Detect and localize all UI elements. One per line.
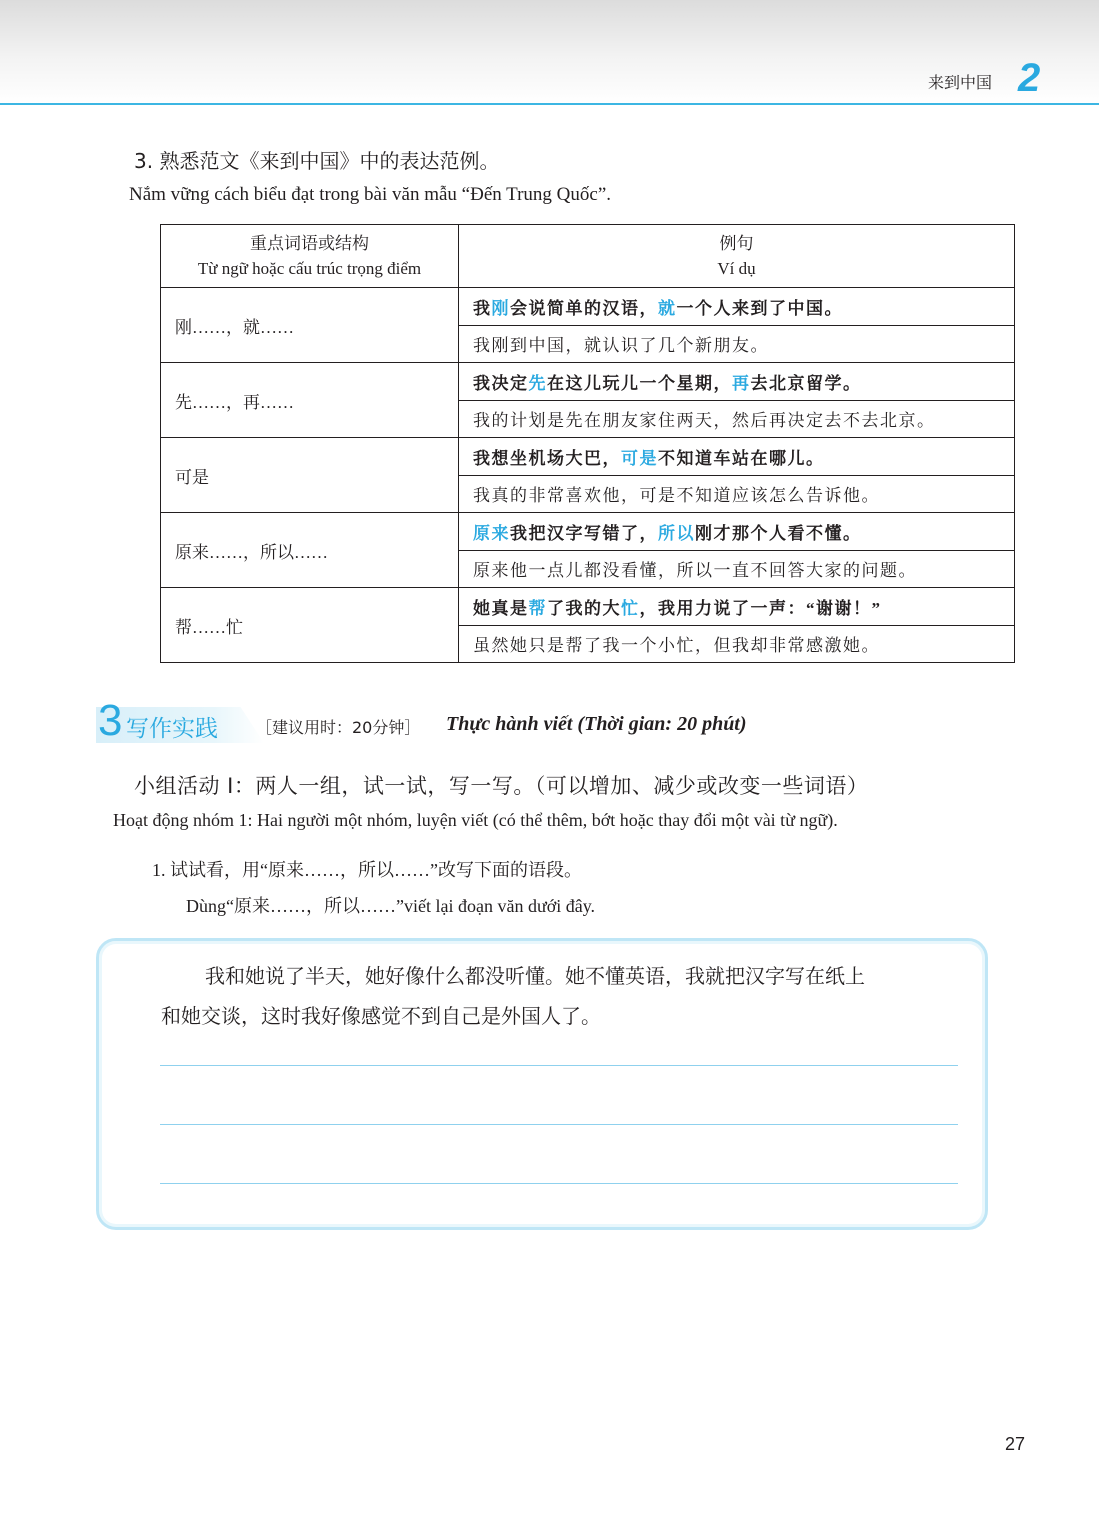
example-sentence-2: 我的计划是先在朋友家住两天，然后再决定去不去北京。 [459,400,1015,438]
section-number: 3 [98,696,123,745]
example-sentence-1 [459,363,1015,401]
highlight-word: 帮 [528,598,547,618]
writing-line-3[interactable] [160,1183,958,1184]
section-subtitle: Nắm vững cách biểu đạt trong bài văn mẫu “Đến Trung Quốc”. [129,184,612,205]
table-body [161,288,1015,663]
sentence-fragment: 我 [473,298,492,318]
header-rule [0,103,1099,105]
passage-line-1: 我和她说了半天，她好像什么都没听懂。她不懂英语，我就把汉字写在纸上 [205,966,865,988]
highlight-word: 再 [732,373,751,393]
header-example-vi: Ví dụ [717,259,756,278]
sentence-fragment: ，我用力说了一声：“谢谢！” [639,598,882,618]
highlight-word: 可是 [621,448,658,468]
highlight-word: 就 [658,298,677,318]
sentence-fragment: 去北京留学。 [750,373,862,393]
table-row [161,288,1015,326]
question-1-vi: Dùng“原来……，所以……”viết lại đoạn văn dưới đây. [186,896,596,916]
sentence-fragment: 会说简单的汉语， [510,298,658,318]
page-number: 27 [1005,1434,1026,1454]
chapter-title: 来到中国 [928,73,993,92]
table-row [161,363,1015,401]
example-sentence-2: 原来他一点儿都没看懂，所以一直不回答大家的问题。 [459,550,1015,588]
sentence-fragment: 了我的大 [547,598,621,618]
example-sentence-1 [459,513,1015,551]
example-sentence-1 [459,588,1015,626]
sentence-fragment: 我决定 [473,373,529,393]
highlight-word: 原来 [473,523,510,543]
activity-title: 小组活动 I：两人一组，试一试，写一写。（可以增加、减少或改变一些词语） [134,774,869,798]
passage-line-2: 和她交谈，这时我好像感觉不到自己是外国人了。 [161,1006,601,1028]
example-sentence-1 [459,288,1015,326]
section-title-vi: Thực hành viết (Thời gian: 20 phút) [446,713,747,735]
table-header-example [459,225,1015,288]
sentence-fragment: 我想坐机场大巴， [473,448,621,468]
passage [161,957,961,1037]
chapter-number: 2 [1018,56,1041,100]
key-structure: 可是 [161,438,459,513]
sentence-fragment: 我把汉字写错了， [510,523,658,543]
question-1: 1. 试试看，用“原来……，所以……”改写下面的语段。 [152,860,582,880]
example-sentence-2: 我真的非常喜欢他，可是不知道应该怎么告诉他。 [459,475,1015,513]
key-structure: 帮……忙 [161,588,459,663]
highlight-word: 先 [528,373,547,393]
section-title: 3. 熟悉范文《来到中国》中的表达范例。 [134,149,500,173]
table-header-key [161,225,459,288]
table-header-row [161,225,1015,288]
highlight-word: 所以 [658,523,695,543]
sentence-fragment: 不知道车站在哪儿。 [658,448,825,468]
section-time: ［建议用时：20分钟］ [256,718,421,737]
sentence-fragment: 她真是 [473,598,529,618]
section-label: 写作实践 [126,716,218,742]
key-structure: 先……，再…… [161,363,459,438]
table-row [161,513,1015,551]
activity-subtitle: Hoạt động nhóm 1: Hai người một nhóm, luyện viết (có thể thêm, bớt hoặc thay đổi một vài từ ngữ). [113,810,838,830]
examples-table [160,224,1015,663]
writing-line-2[interactable] [160,1124,958,1125]
table-row [161,588,1015,626]
sentence-fragment: 在这儿玩儿一个星期， [547,373,732,393]
example-sentence-2: 我刚到中国，就认识了几个新朋友。 [459,325,1015,363]
key-structure: 原来……，所以…… [161,513,459,588]
sentence-fragment: 刚才那个人看不懂。 [695,523,862,543]
example-sentence-1 [459,438,1015,476]
example-sentence-2: 虽然她只是帮了我一个小忙，但我却非常感激她。 [459,625,1015,663]
key-structure: 刚……，就…… [161,288,459,363]
highlight-word: 刚 [491,298,510,318]
highlight-word: 忙 [621,598,640,618]
header-key-zh: 重点词语或结构 [250,234,369,253]
writing-line-1[interactable] [160,1065,958,1066]
table-row [161,438,1015,476]
header-key-vi: Từ ngữ hoặc cấu trúc trọng điểm [197,259,422,278]
header-example-zh: 例句 [719,234,754,253]
sentence-fragment: 一个人来到了中国。 [676,298,843,318]
